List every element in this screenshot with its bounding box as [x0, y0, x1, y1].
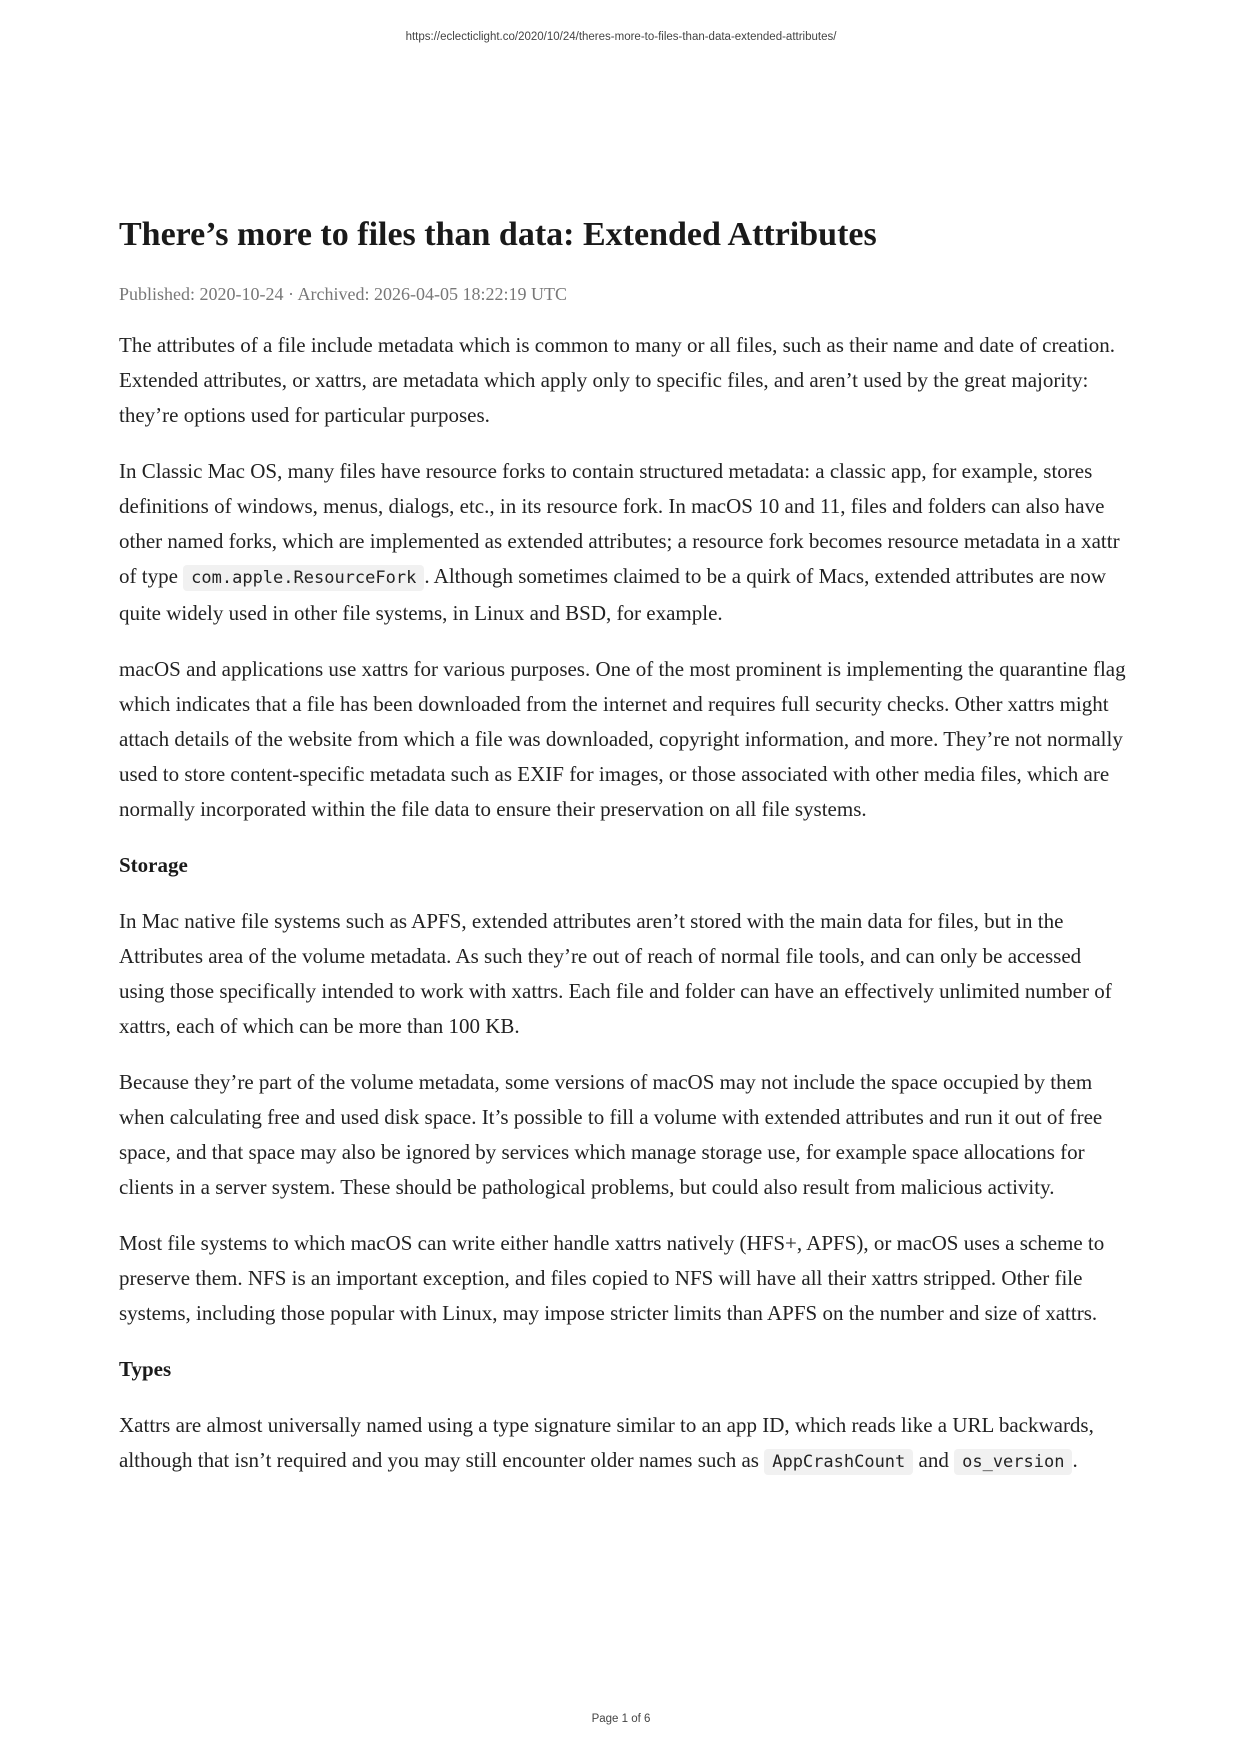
article-meta: Published: 2020-10-24 · Archived: 2026-04-05 18:22:19 UTC — [119, 284, 567, 304]
paragraph-text: . — [1072, 1448, 1078, 1472]
paragraph-text: and — [918, 1448, 949, 1472]
inline-code-os-version: os_version — [954, 1449, 1072, 1475]
paragraph-intro: The attributes of a file include metadata which is common to many or all files, such as their name and date of creation. Extended attributes, or xattrs, are metadata which apply only to specific files, and aren’t used by the great majority: they’re options used for particular purposes. — [119, 333, 1115, 427]
page-url: https://eclecticlight.co/2020/10/24/theres-more-to-files-than-data-extended-attributes/ — [405, 31, 837, 43]
paragraph-file-systems: Most file systems to which macOS can write either handle xattrs natively (HFS+, APFS), or macOS uses a scheme to preserve them. NFS is an important exception, and files copied to NFS will have all their xattrs stripped. Other file systems, including those popular with Linux, may impose stricter limits than APFS on the number and size of xattrs. — [119, 1231, 1105, 1325]
paragraph-types — [119, 1408, 1131, 1480]
inline-code-resource-fork: com.apple.ResourceFork — [183, 565, 424, 591]
inline-code-app-crash-count: AppCrashCount — [764, 1449, 913, 1475]
paragraph-text: In Classic Mac OS, many files have resource forks to contain structured metadata: a classic app, for example, stores definitions of windows, menus, dialogs, etc., in its resource fork. In macOS 10 and 11, files and folders can also have other named forks, which are implemented as extended attributes; a resource fork becomes resource metadata in a xattr of type — [119, 459, 1120, 588]
paragraph-uses: macOS and applications use xattrs for various purposes. One of the most prominent is implementing the quarantine flag which indicates that a file has been downloaded from the internet and requires full security checks. Other xattrs might attach details of the website from which a file was downloaded, copyright information, and more. They’re not normally used to store content-specific metadata such as EXIF for images, or those associated with other media files, which are normally incorporated within the file data to ensure their preservation on all file systems. — [119, 657, 1126, 821]
paragraph-text: Xattrs are almost universally named using a type signature similar to an app ID, which reads like a URL backwards, although that isn’t required and you may still encounter older names such as — [119, 1413, 1094, 1472]
article-title: There’s more to files than data: Extended Attributes — [119, 216, 877, 253]
paragraph-classic-mac-os — [119, 454, 1131, 631]
article — [119, 210, 1131, 1480]
paragraph-volume-metadata: Because they’re part of the volume metadata, some versions of macOS may not include the space occupied by them when calculating free and used disk space. It’s possible to fill a volume with extended attributes and run it out of free space, and that space may also be ignored by services which manage storage use, for example space allocations for clients in a server system. These should be pathological problems, but could also result from malicious activity. — [119, 1070, 1103, 1199]
page-number: Page 1 of 6 — [591, 1713, 651, 1725]
heading-types: Types — [119, 1357, 172, 1381]
paragraph-storage: In Mac native file systems such as APFS, extended attributes aren’t stored with the main data for files, but in the Attributes area of the volume metadata. As such they’re out of reach of normal file tools, and can only be accessed using those specifically intended to work with xattrs. Each file and folder can have an effectively unlimited number of xattrs, each of which can be more than 100 KB. — [119, 909, 1112, 1038]
paragraph-text: . Although sometimes claimed to be a quirk of Macs, extended attributes are now quite widely used in other file systems, in Linux and BSD, for example. — [119, 564, 1107, 625]
heading-storage: Storage — [119, 853, 188, 877]
